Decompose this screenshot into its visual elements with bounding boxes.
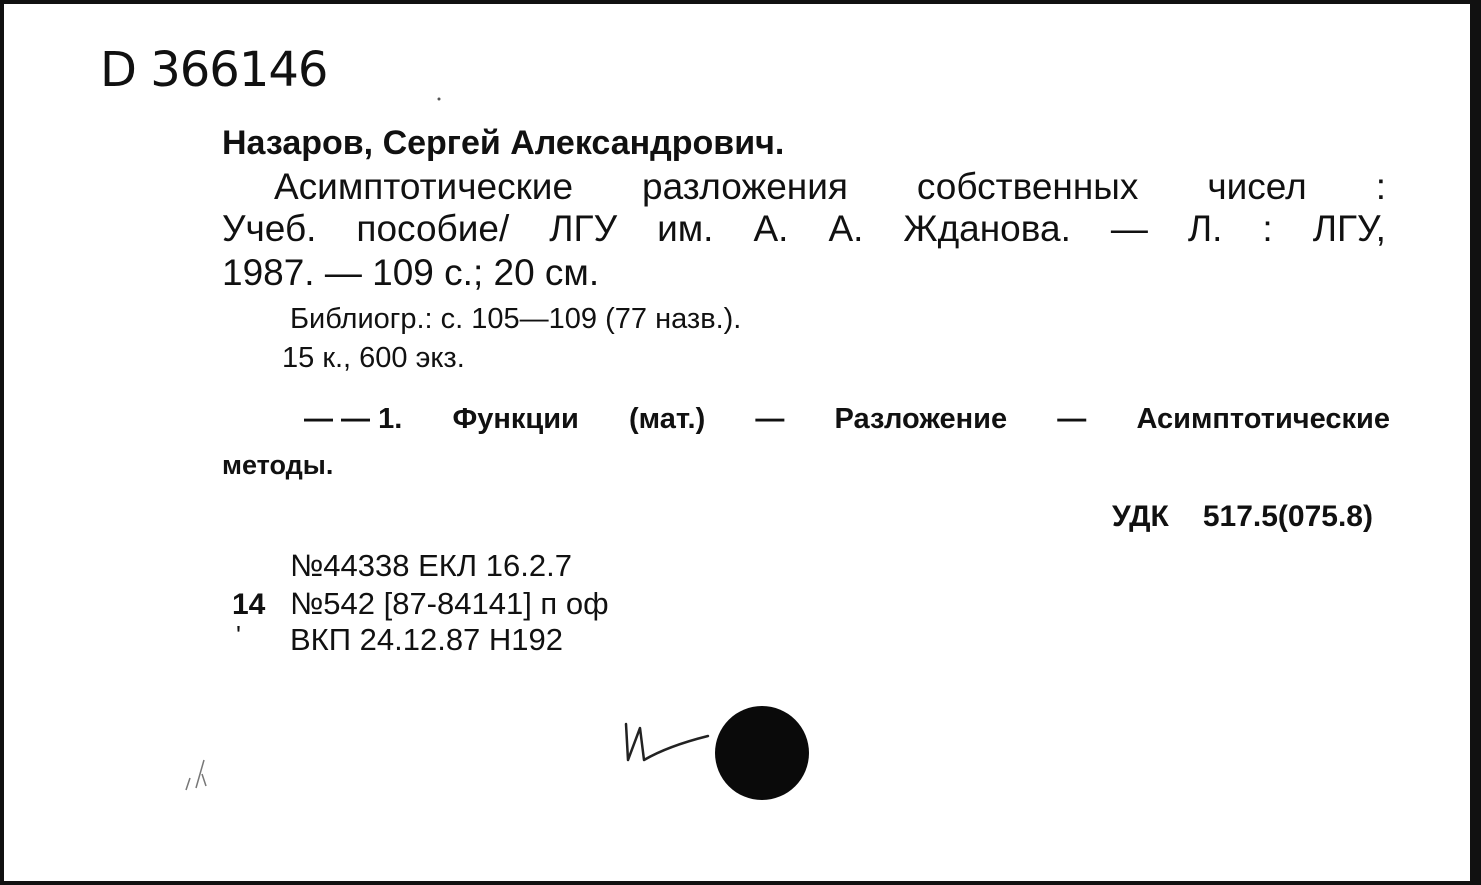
subject-part: — — 1. xyxy=(304,403,403,435)
title-word: собственных xyxy=(916,166,1139,207)
registry-tick-mark: ' xyxy=(236,620,241,650)
udc-value: 517.5(075.8) xyxy=(1202,500,1373,533)
title-word: ЛГУ, xyxy=(1312,208,1386,249)
title-word: ЛГУ xyxy=(549,208,618,249)
subject-part: Разложение xyxy=(834,403,1008,435)
registry-line-3: ВКП 24.12.87 Н192 xyxy=(290,622,564,657)
stray-pencil-mark xyxy=(176,756,216,796)
title-word: разложения xyxy=(642,166,848,207)
registry-line-2: №542 [87-84141] п оф xyxy=(290,586,609,621)
title-word: : xyxy=(1262,208,1273,249)
catalog-number: D 366146 xyxy=(100,42,328,98)
subject-part: Асимптотические xyxy=(1136,403,1390,435)
subject-heading-line-1 xyxy=(304,405,1390,434)
subject-part: — xyxy=(755,403,785,435)
price-note: 15 к., 600 экз. xyxy=(282,342,465,374)
registry-lead-number: 14 xyxy=(232,588,266,621)
title-word: : xyxy=(1375,166,1386,207)
subject-part: Функции xyxy=(452,403,579,435)
title-word: А. xyxy=(753,208,789,249)
udc-classification xyxy=(1112,502,1373,532)
title-line-2 xyxy=(222,210,1386,247)
title-word: Жданова. xyxy=(903,208,1071,249)
title-word: Л. xyxy=(1187,208,1223,249)
title-word: чисел xyxy=(1207,166,1307,207)
stray-dot xyxy=(434,94,444,104)
handwritten-initial-signature xyxy=(618,716,718,776)
title-word: Учеб. xyxy=(222,208,317,249)
title-word: им. xyxy=(657,208,714,249)
subject-part: (мат.) xyxy=(629,403,706,435)
title-word: Асимптотические xyxy=(274,166,574,207)
title-word: пособие/ xyxy=(356,208,510,249)
title-line-1 xyxy=(274,168,1386,205)
imprint-line: 1987. — 109 с.; 20 см. xyxy=(222,252,600,293)
subject-heading-line-2: методы. xyxy=(222,450,334,480)
registry-line-1: №44338 ЕКЛ 16.2.7 xyxy=(290,548,572,583)
title-word: — xyxy=(1110,208,1148,249)
title-word: А. xyxy=(828,208,864,249)
black-dot-marker xyxy=(712,704,812,804)
udc-label: УДК xyxy=(1112,500,1169,533)
author-heading: Назаров, Сергей Александрович. xyxy=(222,124,785,162)
bibliography-note: Библиогр.: с. 105—109 (77 назв.). xyxy=(290,303,742,335)
subject-part: — xyxy=(1057,403,1087,435)
